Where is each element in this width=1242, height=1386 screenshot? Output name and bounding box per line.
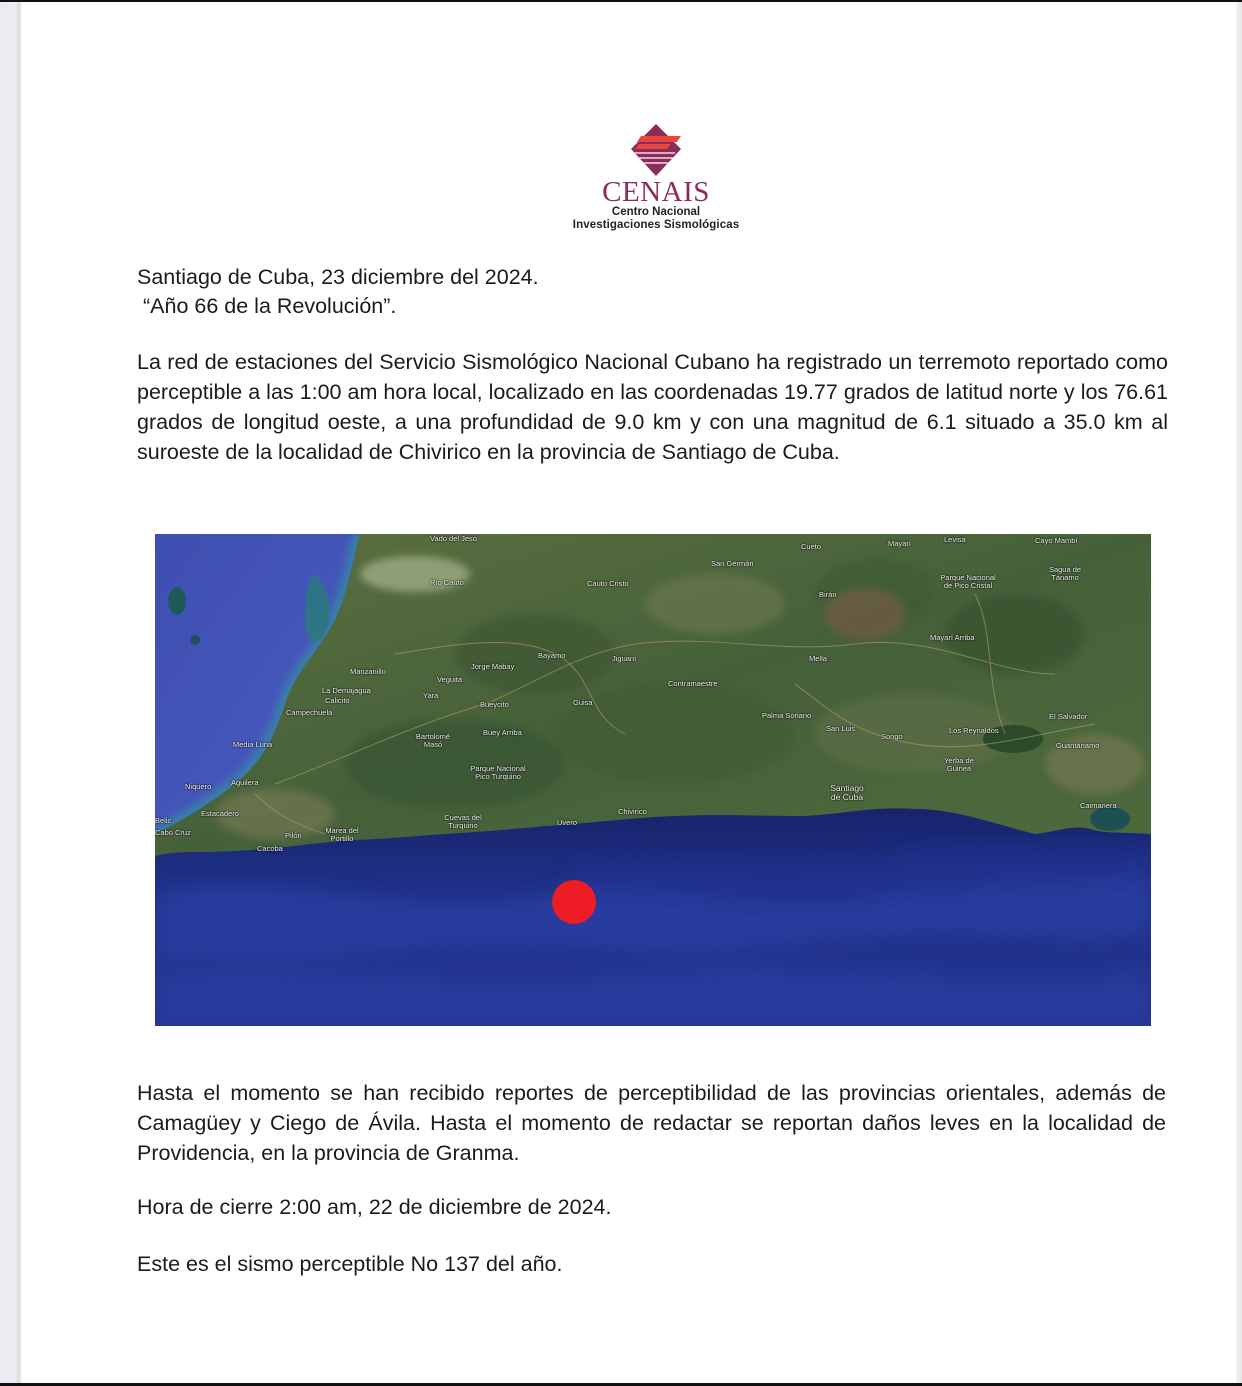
map-label: Río Cauto: [430, 578, 464, 587]
map-label: Sagua de Tánamo: [1048, 565, 1082, 582]
map-label: Bartolomé Masó: [415, 732, 451, 749]
map-label: Chivirico: [618, 807, 647, 816]
map-label: Palma Soriano: [762, 711, 812, 720]
viewer-left-margin: [0, 2, 22, 1383]
map-label: Yerba de Guinea: [944, 756, 974, 773]
map-label: Cuevas del Turquino: [444, 813, 482, 830]
epicenter-marker: [552, 880, 596, 924]
map-label: Mayarí: [888, 539, 911, 548]
map-label: Mayarí Arriba: [930, 633, 975, 642]
map-label: Calicito: [325, 696, 350, 705]
perceptible-count-line: Este es el sismo perceptible No 137 del año.: [137, 1252, 563, 1276]
map-label: Pilón: [285, 831, 302, 840]
map-label: Vado del Jeso: [430, 534, 477, 543]
map-label: Songo: [881, 732, 903, 741]
logo-subtitle-line2: Investigaciones Sismológicas: [572, 219, 740, 231]
cenais-logo: [548, 120, 768, 238]
viewer-right-margin: [1236, 2, 1242, 1383]
map-label: Estacadero: [201, 809, 239, 818]
map-label: Uvero: [557, 818, 578, 827]
map-label: Cauto Cristo: [587, 579, 629, 588]
map-label: Levisa: [944, 535, 966, 544]
map-label: Parque Nacional Pico Turquino: [470, 764, 526, 781]
map-label: Santiago de Cuba: [830, 783, 864, 802]
map-label: La Demajagua: [322, 686, 371, 695]
map-label: Parque Nacional de Pico Cristal: [940, 573, 996, 590]
map-label: Jorge Mabay: [471, 662, 515, 671]
map-label: Cabo Cruz: [155, 828, 191, 837]
closing-time-line: Hora de cierre 2:00 am, 22 de diciembre de 2024.: [137, 1195, 612, 1219]
map-label: Aguilera: [231, 778, 259, 787]
logo-brand-name: CENAIS: [602, 176, 710, 208]
map-label: Los Reynaldos: [949, 726, 999, 735]
map-label: Bayamo: [538, 651, 566, 660]
map-label: Birán: [819, 590, 837, 599]
satellite-map-background: [155, 534, 1151, 1026]
map-label: Media Luna: [233, 740, 273, 749]
map-label: Yara: [423, 691, 439, 700]
map-label: El Salvador: [1049, 712, 1088, 721]
map-label: Mella: [809, 654, 827, 663]
map-label: Cacoba: [257, 844, 283, 853]
map-label: Guantánamo: [1056, 741, 1100, 750]
map-label: Niquero: [185, 782, 212, 791]
earthquake-report-paragraph: La red de estaciones del Servicio Sismológico Nacional Cubano ha registrado un terremoto reportado como perceptible a las 1:00 am hora local, localizado en las coordenadas 19.77 grados de latitud norte y los 76.61 grados de longitud oeste, a una profundidad de 9.0 km y con una magnitud de 6.1 situado a 35.0 km al suroeste de la localidad de Chivirico en la provincia de Santiago de Cuba.: [137, 350, 1168, 464]
map-label: Caimanera: [1080, 801, 1117, 810]
map-label: Campechuela: [286, 708, 333, 717]
epicenter-map: [155, 534, 1151, 1026]
date-line: Santiago de Cuba, 23 diciembre del 2024.: [137, 265, 539, 289]
cenais-logo-mark-icon: [627, 122, 685, 178]
map-label: San Luis: [826, 724, 856, 733]
map-label: Guisa: [573, 698, 593, 707]
map-label: Belic: [155, 816, 172, 825]
map-label: Veguita: [437, 675, 463, 684]
map-label: Marea del Portillo: [325, 826, 359, 843]
map-label: Jiguaní: [612, 654, 637, 663]
map-label: Contramaestre: [668, 679, 718, 688]
map-label: Cueto: [801, 542, 822, 551]
top-border: [0, 0, 1242, 2]
map-label: Cayo Mambí: [1035, 536, 1078, 545]
map-label: San Germán: [711, 559, 754, 568]
logo-subtitle-line1: Centro Nacional: [611, 206, 701, 218]
map-label: Buey Arriba: [483, 728, 522, 737]
motto-line: “Año 66 de la Revolución”.: [143, 294, 397, 318]
perceptibility-paragraph: Hasta el momento se han recibido reportes de perceptibilidad de las provincias orientales, además de Camagüey y Ciego de Ávila. Hasta el momento de redactar se reportan daños leves en la localidad de Providencia, en la provincia de Granma.: [137, 1081, 1166, 1165]
map-label: Manzanillo: [350, 667, 386, 676]
map-label: Bueycito: [480, 700, 509, 709]
